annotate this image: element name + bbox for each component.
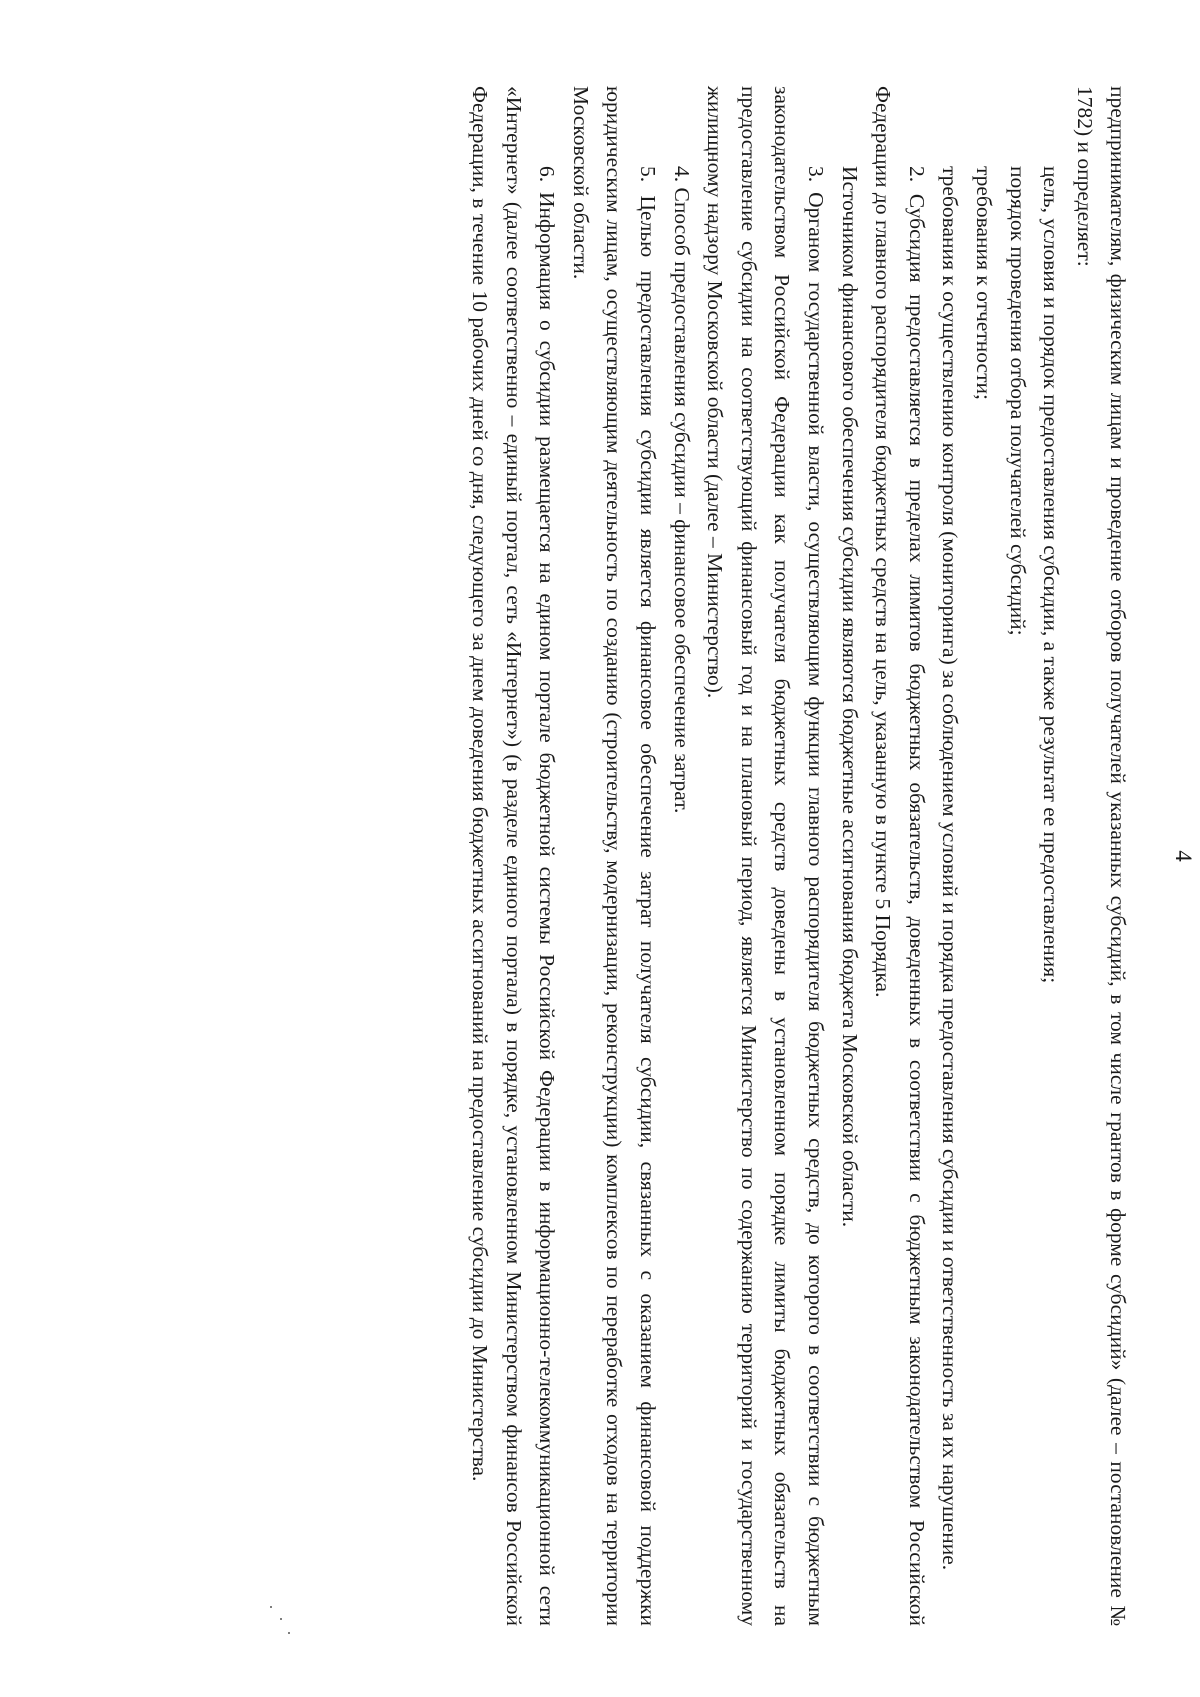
page-number: 4 xyxy=(1171,850,1196,862)
paragraph: 5. Целью предоставления субсидии является финансовое обеспечение затрат получателя субсидии, связанных с оказанием финансовой поддержки юридическим лицам, осуществляющим деятельность по созданию (строительству, модернизации, реконструкции) комплексов по переработке отходов на территории Московской области. xyxy=(568,86,661,1626)
paragraph: 6. Информация о субсидии размещается на едином портале бюджетной системы Российской Федерации в информационно-телекоммуникационной сети «Интернет» (далее соответственно – единый портал, сеть «Интернет») (в разделе единого портала) в порядке, установленном Министерством финансов Российской Федерации, в течение 10 рабочих дней со дня, следующего за днем доведения бюджетных ассигнований на предоставление субсидии до Министерства. xyxy=(468,86,560,1626)
paragraph: 3. Органом государственной власти, осуществляющим функции главного распорядителя бюджетных средств, до которого в соответствии с бюджетным законодательством Российской Федерации как получателя бюджетных средств доведены в установленном порядке лимиты бюджетных обязательств на предоставление субсидии на соответствующий финансовый год и на плановый период, является Министерство по содержанию территорий и государственному жилищному надзору Московской области (далее – Министерство). xyxy=(703,86,829,1626)
scan-speckles xyxy=(268,1602,298,1642)
paragraph: требования к отчетности; xyxy=(972,166,997,400)
speck xyxy=(270,1606,272,1608)
paragraph: требования к осуществлению контроля (мониторинга) за соблюдением условий и порядка предоставления субсидии и ответственность за их нарушение. xyxy=(938,166,963,1571)
speck xyxy=(280,1618,282,1620)
paragraph: порядок проведения отбора получателей субсидий; xyxy=(1005,166,1030,636)
paragraph: цель, условия и порядок предоставления субсидии, а также результат ее предоставления; xyxy=(1039,166,1064,984)
paragraph: 4. Способ предоставления субсидии – финансовое обеспечение затрат. xyxy=(669,166,694,814)
speck xyxy=(288,1632,290,1634)
paragraph: предпринимателям, физическим лицам и проведение отборов получателей указанных субсидий, в том числе грантов в форме субсидий» (далее – постановление № 1782) и определяет: xyxy=(1072,86,1131,1626)
paragraph: 2. Субсидия предоставляется в пределах лимитов бюджетных обязательств, доведенных в соответствии с бюджетным законодательством Российской Федерации до главного распорядителя бюджетных средств на цель, указанную в пункте 5 Порядка. xyxy=(871,86,929,1626)
paragraph: Источником финансового обеспечения субсидии являются бюджетные ассигнования бюджета Московской области. xyxy=(837,166,862,1228)
rotated-text-block xyxy=(463,86,1200,1626)
